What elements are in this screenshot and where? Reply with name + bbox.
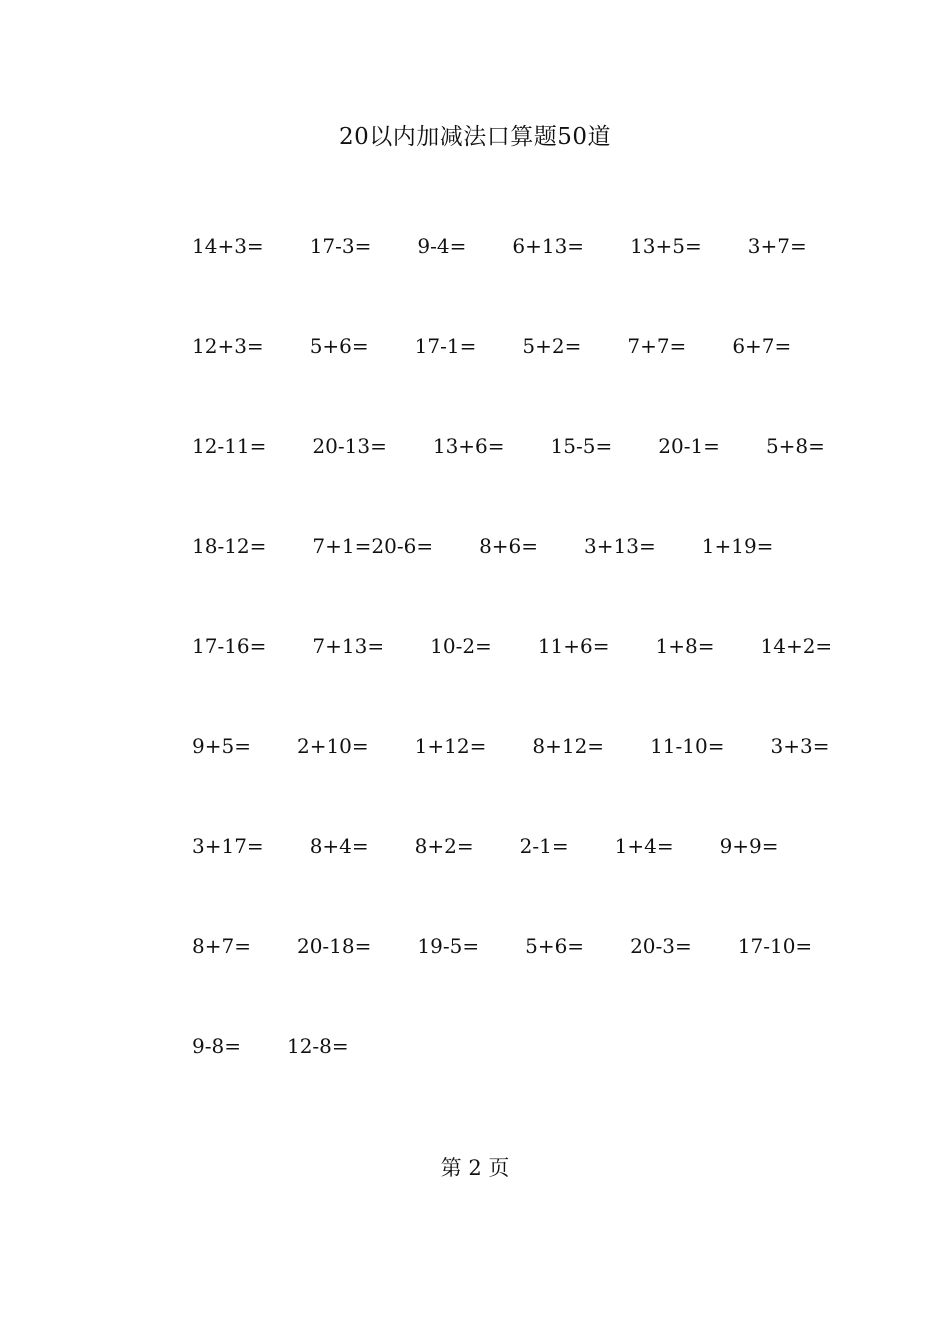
problem-item: 9-8= (192, 1034, 241, 1058)
problem-item: 9+5= (192, 734, 251, 758)
problem-item: 3+17= (192, 834, 264, 858)
problem-row (192, 432, 892, 532)
problem-item: 3+7= (747, 234, 807, 258)
problem-item: 12-11= (192, 434, 267, 458)
problem-item: 20-13= (312, 434, 387, 458)
problem-item: 7+13= (312, 634, 385, 658)
problem-item: 11+6= (537, 634, 610, 658)
problem-row (192, 232, 892, 332)
problem-item: 1+8= (655, 634, 715, 658)
page-title: 20以内加减法口算题50道 (338, 124, 612, 150)
problem-item: 2+10= (296, 734, 369, 758)
problem-row (192, 832, 892, 932)
problem-row (192, 532, 892, 632)
problem-item: 3+3= (770, 734, 830, 758)
problem-row (192, 632, 892, 732)
problem-item: 1+12= (414, 734, 487, 758)
problem-item: 12+3= (192, 334, 264, 358)
problem-item: 12-8= (286, 1034, 349, 1058)
problem-item: 17-3= (309, 234, 372, 258)
problem-item: 7+1=20-6= (312, 534, 434, 558)
problem-item: 13+5= (630, 234, 702, 258)
problem-item: 6+13= (512, 234, 585, 258)
problem-item: 5+8= (765, 434, 825, 458)
problem-item: 3+13= (584, 534, 656, 558)
problem-item: 8+6= (479, 534, 539, 558)
problem-row (192, 932, 892, 1032)
problem-item: 7+7= (627, 334, 687, 358)
problem-grid (192, 232, 892, 1132)
problem-item: 14+3= (192, 234, 264, 258)
problem-item: 8+7= (192, 934, 251, 958)
problem-item: 17-10= (737, 934, 813, 958)
problem-item: 1+4= (614, 834, 674, 858)
problem-item: 8+12= (532, 734, 605, 758)
problem-row (192, 1032, 892, 1132)
problem-item: 14+2= (760, 634, 833, 658)
problem-item: 9-4= (417, 234, 467, 258)
problem-item: 2-1= (519, 834, 569, 858)
problem-item: 6+7= (732, 334, 792, 358)
problem-item: 5+2= (522, 334, 582, 358)
problem-item: 17-16= (192, 634, 267, 658)
problem-item: 20-18= (296, 934, 372, 958)
problem-item: 8+4= (309, 834, 369, 858)
problem-item: 5+6= (525, 934, 585, 958)
problem-item: 18-12= (192, 534, 267, 558)
problem-item: 20-1= (658, 434, 720, 458)
page-number: 第 2 页 (440, 1156, 510, 1180)
problem-item: 9+9= (719, 834, 779, 858)
problem-item: 1+19= (701, 534, 774, 558)
problem-item: 13+6= (432, 434, 505, 458)
problem-item: 11-10= (650, 734, 725, 758)
problem-row (192, 332, 892, 432)
problem-item: 8+2= (414, 834, 474, 858)
problem-item: 10-2= (430, 634, 492, 658)
problem-item: 17-1= (414, 334, 477, 358)
problem-item: 19-5= (417, 934, 480, 958)
problem-item: 20-3= (630, 934, 692, 958)
problem-item: 15-5= (550, 434, 613, 458)
problem-item: 5+6= (309, 334, 369, 358)
problem-row (192, 732, 892, 832)
